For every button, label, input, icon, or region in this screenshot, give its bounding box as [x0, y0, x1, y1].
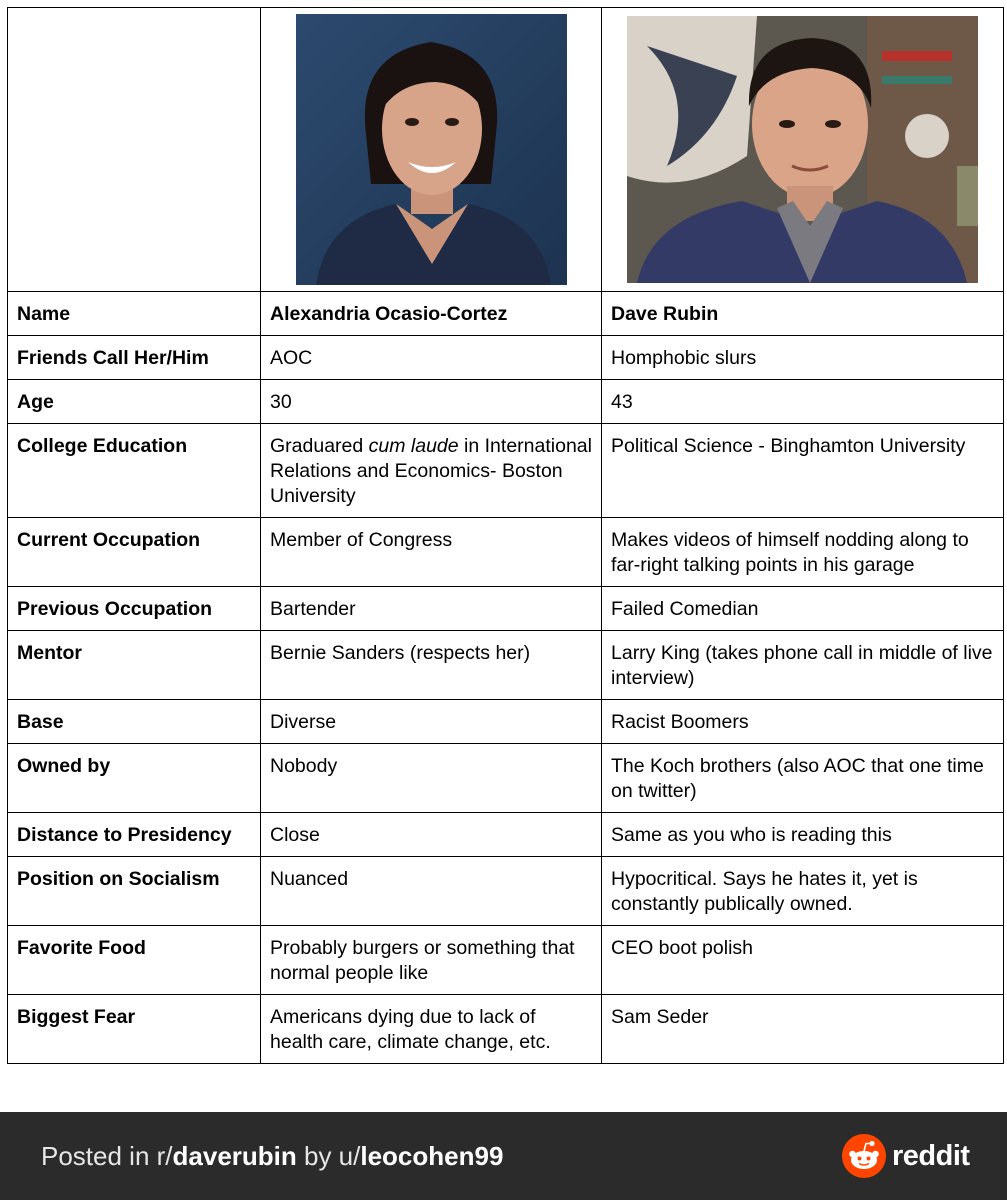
rubin-photo	[627, 16, 978, 283]
row-label: Friends Call Her/Him	[8, 336, 261, 380]
rubin-photo-cell	[602, 8, 1004, 292]
aoc-photo	[296, 14, 567, 285]
rubin-value: Political Science - Binghamton University	[602, 424, 1004, 518]
posted-prefix: Posted in r/	[41, 1141, 173, 1171]
row-label: Previous Occupation	[8, 587, 261, 631]
table-row	[8, 700, 1004, 744]
photo-corner-cell	[8, 8, 261, 292]
aoc-value-text: Graduared	[270, 435, 369, 457]
aoc-value: Probably burgers or something that normal people like	[261, 926, 602, 995]
reddit-alien-icon	[842, 1134, 886, 1178]
rubin-value: Racist Boomers	[602, 700, 1004, 744]
rubin-value: Larry King (takes phone call in middle of live interview)	[602, 631, 1004, 700]
table-row	[8, 518, 1004, 587]
row-label: Owned by	[8, 744, 261, 813]
table-row	[8, 926, 1004, 995]
row-label: Mentor	[8, 631, 261, 700]
aoc-value-text: in International Relations and Economics- Boston University	[270, 435, 592, 507]
row-label: Biggest Fear	[8, 995, 261, 1064]
subreddit-link[interactable]: daverubin	[172, 1141, 297, 1171]
rubin-value: Failed Comedian	[602, 587, 1004, 631]
row-label: Name	[8, 292, 261, 336]
table-row	[8, 424, 1004, 518]
table-row	[8, 336, 1004, 380]
aoc-value: Nobody	[261, 744, 602, 813]
row-label: Position on Socialism	[8, 857, 261, 926]
rubin-value: Dave Rubin	[602, 292, 1004, 336]
table-row	[8, 857, 1004, 926]
table-row	[8, 995, 1004, 1064]
rubin-value: Homphobic slurs	[602, 336, 1004, 380]
aoc-value: Diverse	[261, 700, 602, 744]
row-label: Base	[8, 700, 261, 744]
reddit-wordmark: reddit	[892, 1139, 970, 1172]
aoc-value: 30	[261, 380, 602, 424]
table-row	[8, 587, 1004, 631]
aoc-value: Bartender	[261, 587, 602, 631]
row-label: Distance to Presidency	[8, 813, 261, 857]
aoc-value: Close	[261, 813, 602, 857]
rubin-value: The Koch brothers (also AOC that one time on twitter)	[602, 744, 1004, 813]
photo-row	[8, 8, 1004, 292]
aoc-value: Bernie Sanders (respects her)	[261, 631, 602, 700]
row-label: College Education	[8, 424, 261, 518]
aoc-value: Member of Congress	[261, 518, 602, 587]
row-label: Age	[8, 380, 261, 424]
posted-in-line	[41, 1138, 503, 1174]
comparison-table	[7, 7, 1004, 1064]
table-row	[8, 380, 1004, 424]
aoc-value: Alexandria Ocasio-Cortez	[261, 292, 602, 336]
table-row	[8, 292, 1004, 336]
aoc-value: Nuanced	[261, 857, 602, 926]
table-row	[8, 631, 1004, 700]
aoc-value-emphasis: cum laude	[368, 435, 459, 457]
reddit-footer-bar	[0, 1112, 1007, 1200]
aoc-value: Americans dying due to lack of health care, climate change, etc.	[261, 995, 602, 1064]
posted-by-text: by u/	[296, 1141, 361, 1171]
rubin-value: Hypocritical. Says he hates it, yet is constantly publically owned.	[602, 857, 1004, 926]
rubin-value: Sam Seder	[602, 995, 1004, 1064]
row-label: Favorite Food	[8, 926, 261, 995]
aoc-photo-cell	[261, 8, 602, 292]
rubin-value: Same as you who is reading this	[602, 813, 1004, 857]
rubin-value: 43	[602, 380, 1004, 424]
username-link[interactable]: leocohen99	[360, 1141, 504, 1171]
aoc-value	[261, 424, 602, 518]
aoc-value: AOC	[261, 336, 602, 380]
reddit-brand[interactable]	[842, 1134, 970, 1178]
table-row	[8, 744, 1004, 813]
table-row	[8, 813, 1004, 857]
row-label: Current Occupation	[8, 518, 261, 587]
rubin-value: Makes videos of himself nodding along to far-right talking points in his garage	[602, 518, 1004, 587]
rubin-value: CEO boot polish	[602, 926, 1004, 995]
